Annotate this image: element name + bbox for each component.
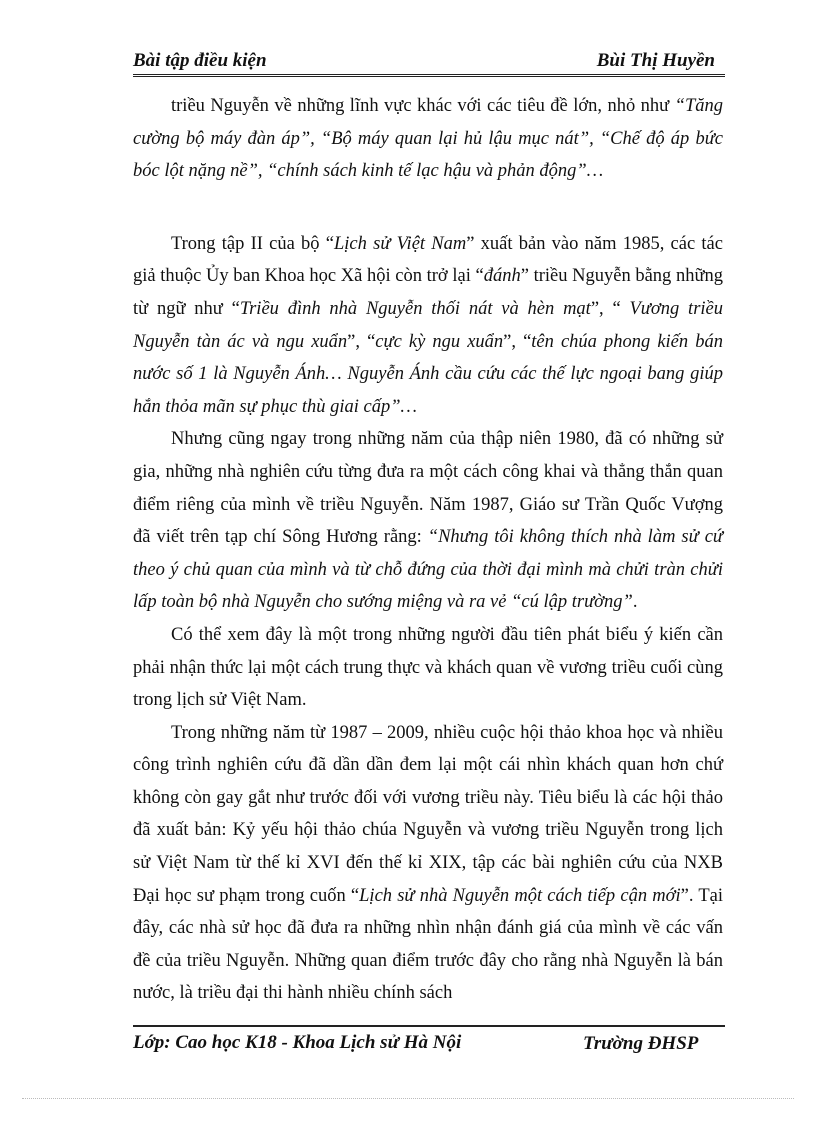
- text-run: Có thể xem đây là một trong những người đầu tiên phát biểu ý kiến cần phải nhận thức lại một cách trung thực và khách quan về vương triều cuối cùng trong lịch sử Việt Nam.: [133, 624, 723, 711]
- text-run: ”, “: [503, 331, 532, 352]
- italic-run: cực kỳ ngu xuẩn: [375, 331, 504, 352]
- text-run: ”, “: [347, 331, 376, 352]
- paragraph: [133, 619, 723, 717]
- header-right: Bùi Thị Huyền: [596, 50, 715, 71]
- italic-run: đánh: [483, 266, 521, 287]
- paragraph: [133, 90, 723, 188]
- header-left: Bài tập điều kiện: [133, 50, 267, 71]
- text-run: Trong tập II của bộ “: [171, 233, 334, 254]
- text-run: ”. Tại đây, các nhà sử học đã đưa ra những nhìn nhận đánh giá của mình về các vấn đề của triều Nguyễn. Những quan điểm trước đây cho rằng nhà Nguyễn là bán nước, là triều đại thi hành nhiều chính sách: [133, 885, 723, 1004]
- page-header: [133, 46, 725, 77]
- text-run: Nhưng cũng ngay trong những năm của thập niên 1980, đã có những sử gia, những nhà nghiên cứu từng đưa ra một cách công khai và thẳng thắn quan điểm riêng của mình về triều Nguyễn. Năm 1987, Giáo sư Trần Quốc Vượng đã viết trên tạp chí Sông Hương rằng:: [133, 429, 723, 548]
- italic-run: tên chúa phong kiến bán nước số 1 là Nguyễn Ánh… Nguyễn Ánh cầu cứu các thế lực ngoại bang giúp hắn thỏa mãn sự phục thù giai cấp”…: [133, 331, 723, 417]
- text-run: ” xuất bản vào năm 1985, các tác giả thuộc Ủy ban Khoa học Xã hội còn trở lại “: [133, 233, 723, 287]
- paragraph: [133, 228, 723, 424]
- italic-run: Triều đình nhà Nguyễn thối nát và hèn mạt: [239, 298, 591, 319]
- italic-run: Lịch sử Việt Nam: [334, 233, 467, 254]
- document-body: [133, 90, 723, 1010]
- italic-run: Vương triều Nguyễn tàn ác và ngu xuẩn: [133, 298, 723, 352]
- paragraph: [133, 717, 723, 1010]
- text-run: triều Nguyễn về những lĩnh vực khác với các tiêu đề lớn, nhỏ như: [171, 96, 675, 116]
- paragraph: [133, 423, 723, 619]
- footer-left: Lớp: Cao học K18 - Khoa Lịch sử Hà Nội: [133, 1032, 462, 1053]
- italic-run: Lịch sử nhà Nguyễn một cách tiếp cận mới: [359, 885, 681, 906]
- italic-run: “Tăng cường bộ máy đàn áp”, “Bộ máy quan lại hủ lậu mục nát”, “Chế độ áp bức bóc lột nặng nề”, “chính sách kinh tế lạc hậu và phản động”…: [133, 96, 723, 182]
- text-run: .: [632, 592, 638, 613]
- italic-run: “Nhưng tôi không thích nhà làm sử cứ theo ý chủ quan của mình và từ chỗ đứng của thời đại mình mà chửi tràn chửi lấp toàn bộ nhà Nguyễn cho sướng miệng và ra vẻ “cú lập trường”: [133, 527, 724, 613]
- text-run: ”, “: [590, 298, 630, 319]
- page-footer: [133, 1025, 725, 1054]
- text-run: ” triều Nguyễn bằng những từ ngữ như “: [133, 266, 723, 319]
- page-bottom-divider: [22, 1098, 794, 1099]
- footer-right: Trường ĐHSP: [583, 1033, 699, 1054]
- text-run: Trong những năm từ 1987 – 2009, nhiều cuộc hội thảo khoa học và nhiều công trình nghiên cứu đã dần dần đem lại một cái nhìn khách quan hơn chứ không còn gay gắt như trước đối với vương triều này. Tiêu biểu là các hội thảo đã xuất bản: Kỷ yếu hội thảo chúa Nguyễn và vương triều Nguyễn trong lịch sử Việt Nam từ thế kỉ XVI đến thế kỉ XIX, tập các bài nghiên cứu của NXB Đại học sư phạm trong cuốn “: [133, 722, 723, 906]
